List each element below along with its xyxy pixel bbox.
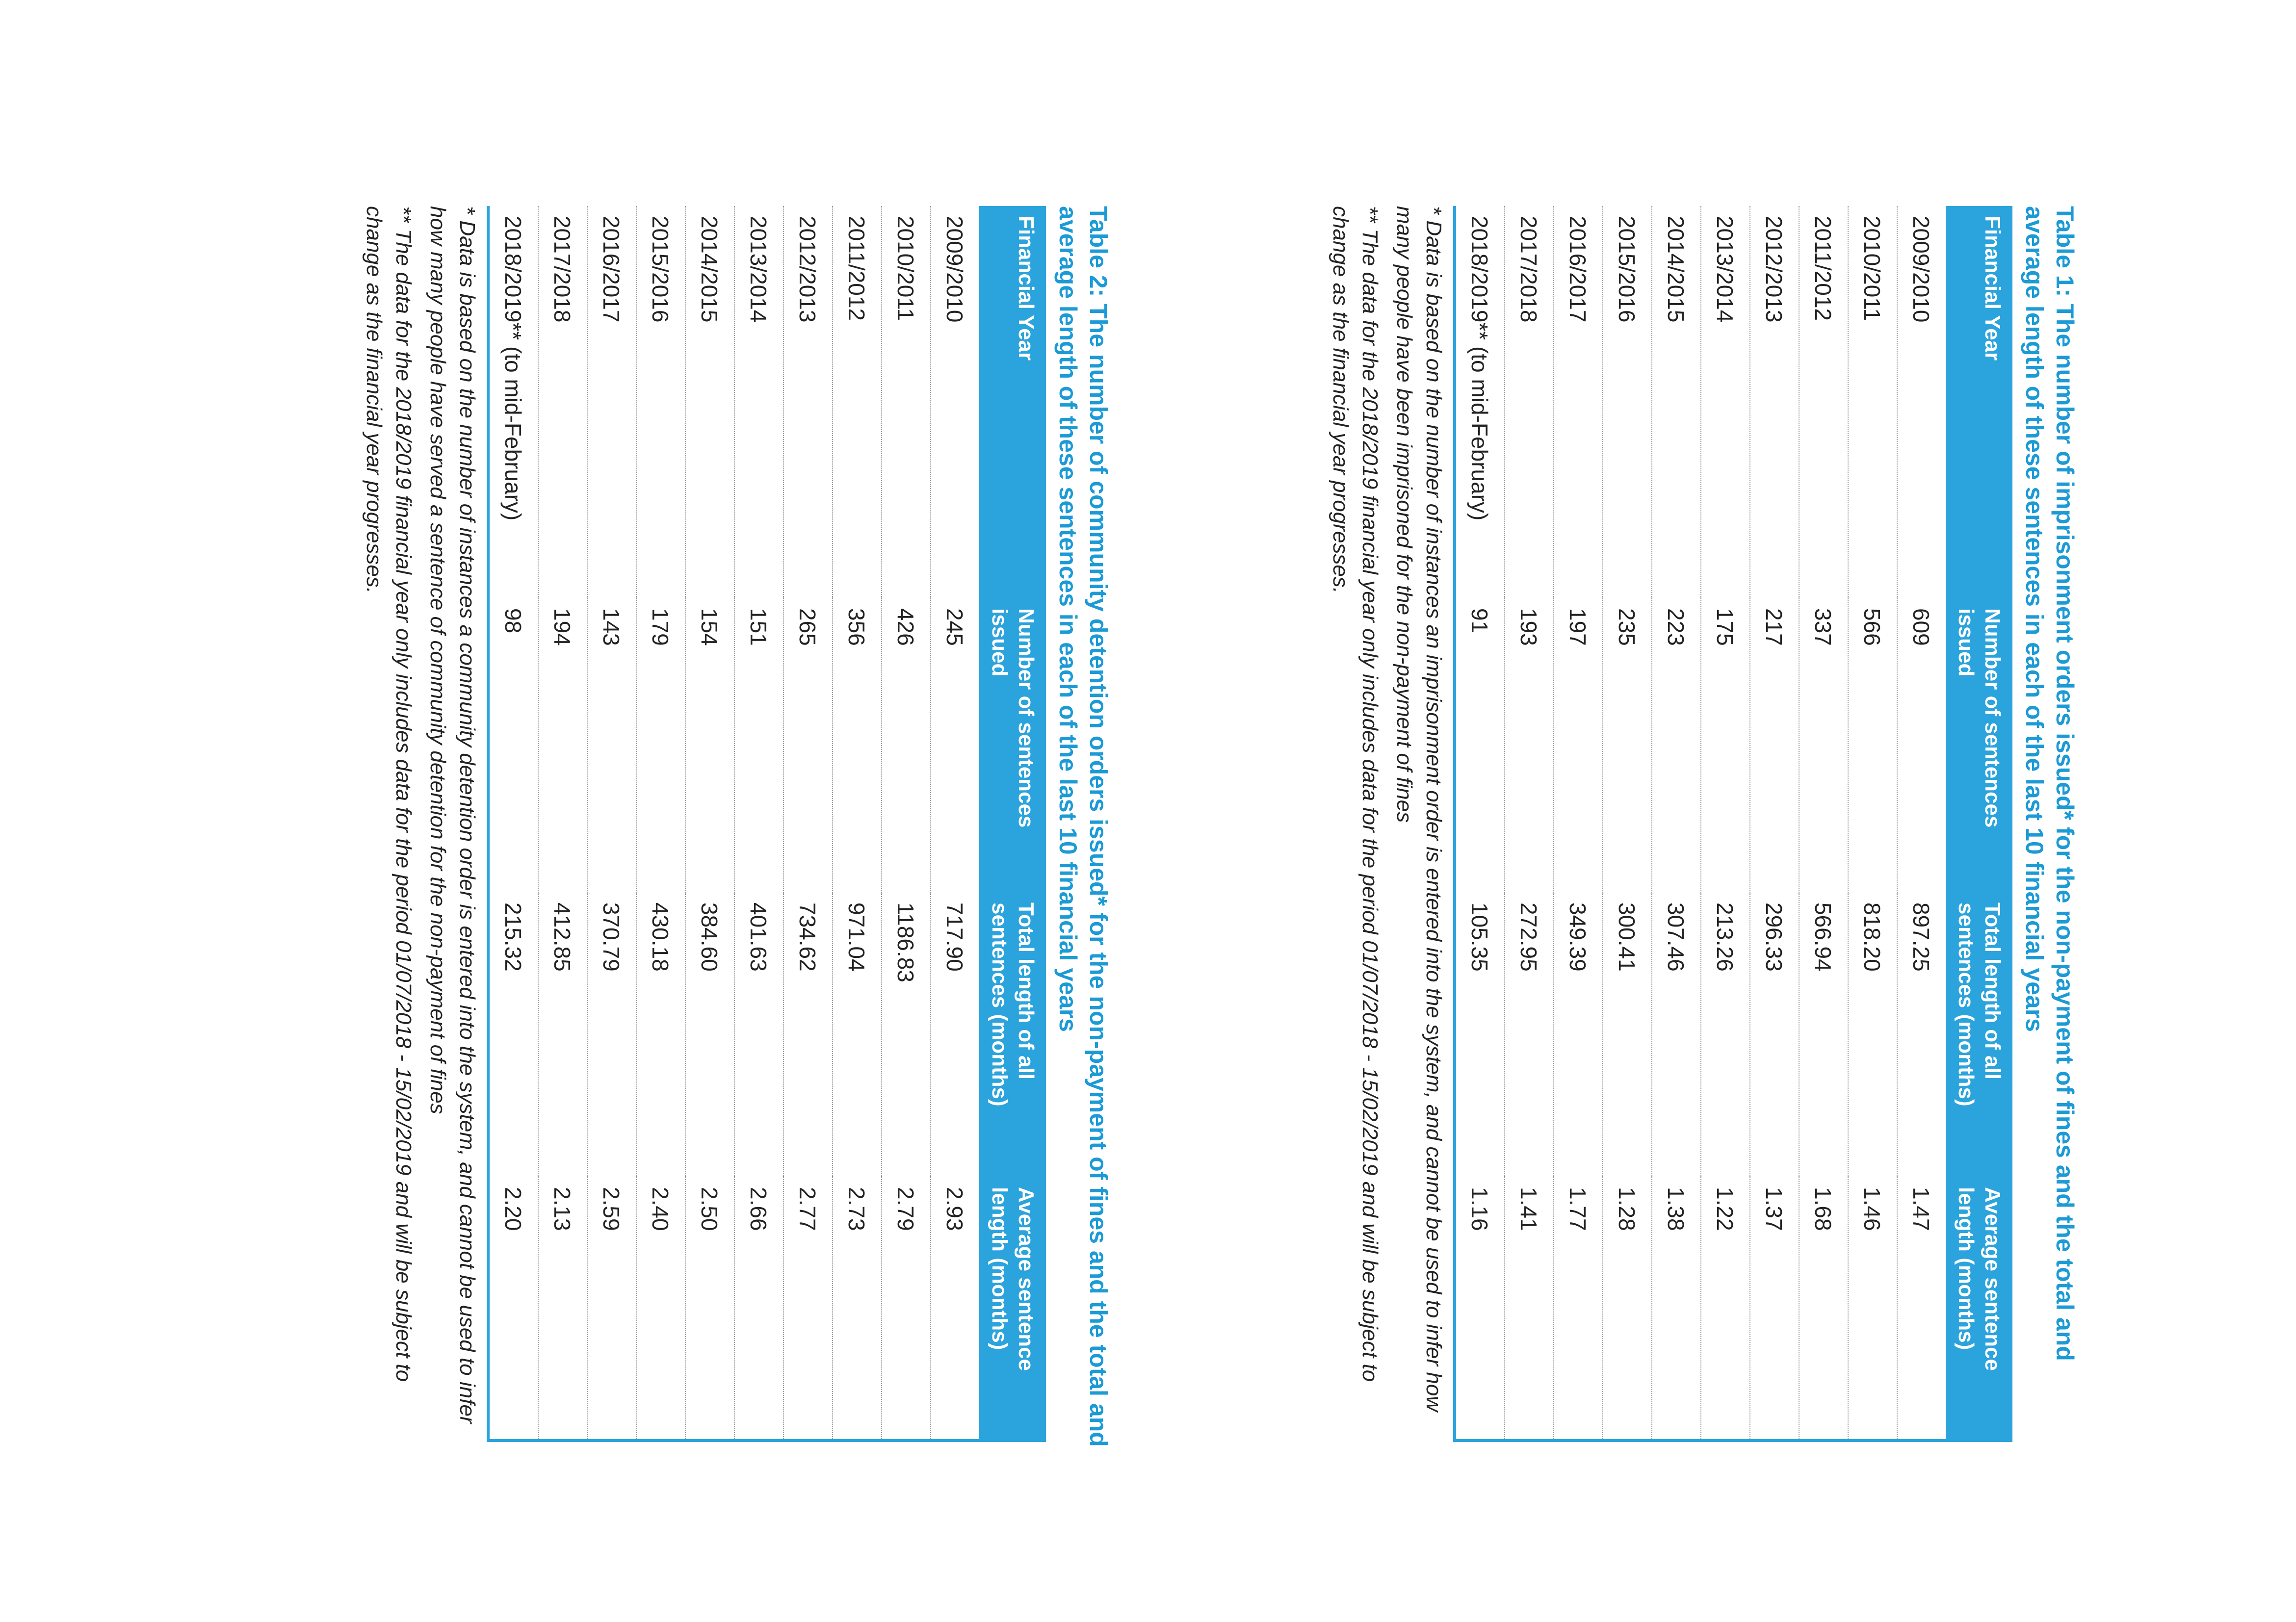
table-cell: 1.38 (1652, 1177, 1701, 1441)
table-cell: 401.63 (734, 893, 783, 1177)
table-cell: 2.66 (734, 1177, 783, 1441)
table-cell: 2015/2016 (636, 206, 685, 598)
table2-footnote-1: * Data is based on the number of instances a community detention order is entered into the system, and cannot be used to infer how many people have served a sentence of community detention for the non-payment of fines (426, 206, 479, 1424)
table-cell: 245 (942, 608, 967, 646)
column-header: Financial Year (979, 206, 1046, 598)
table-cell: 2009/2010 (1908, 216, 1934, 323)
table-row (1505, 206, 1554, 1441)
table2-section (359, 206, 1114, 1447)
table-cell: 265 (783, 598, 833, 893)
table-cell: 2012/2013 (783, 206, 833, 598)
table-cell: 2015/2016 (1603, 206, 1652, 598)
table-cell: 2018/2019** (to mid-February) (1455, 206, 1505, 598)
table1-footnote-1: * Data is based on the number of instances an imprisonment order is entered into the system, and cannot be used to infer how many people have been imprisoned for the non-payment of fines (1392, 206, 1446, 1412)
table-row (587, 206, 636, 1441)
table-cell: 2009/2010 (942, 216, 967, 323)
table-cell: 734.62 (783, 893, 833, 1177)
table-cell: 193 (1505, 598, 1554, 893)
column-header: Average sentence length (months) (979, 1177, 1046, 1441)
table-cell: 370.79 (587, 893, 636, 1177)
table-cell: 2.73 (833, 1177, 882, 1441)
table-cell: 197 (1554, 598, 1603, 893)
table-cell: 430.18 (636, 893, 685, 1177)
table-cell: 1186.83 (882, 893, 931, 1177)
table-cell: 1.46 (1848, 1177, 1897, 1441)
table2 (487, 206, 1046, 1442)
table1-footnote-2: ** The data for the 2018/2019 financial year only includes data for the period 01/07/2018 - 15/02/2019 and will be subject to change as the financial year progresses. (1329, 206, 1382, 1382)
table-cell: 2010/2011 (1848, 206, 1897, 598)
table-cell: 2011/2012 (1799, 206, 1848, 598)
column-header: Financial Year (1946, 206, 2012, 598)
table-cell: 1.41 (1505, 1177, 1554, 1441)
table-cell: 1.22 (1701, 1177, 1750, 1441)
table1-header-row (1946, 206, 2012, 1441)
table-cell: 1.28 (1603, 1177, 1652, 1441)
table-cell: 215.32 (488, 893, 538, 1177)
table-cell: 2016/2017 (587, 206, 636, 598)
table-row (1603, 206, 1652, 1441)
table-cell: 2.20 (488, 1177, 538, 1441)
table2-footnote-2: ** The data for the 2018/2019 financial year only includes data for the period 01/07/2018 - 15/02/2019 and will be subject to change as the financial year progresses. (362, 206, 416, 1382)
table-cell: 1.47 (1908, 1187, 1934, 1231)
table-cell: 154 (685, 598, 734, 893)
table-row (1848, 206, 1897, 1441)
table-cell: 213.26 (1701, 893, 1750, 1177)
column-header: Number of sentences issued (979, 598, 1046, 893)
table-cell: 2013/2014 (734, 206, 783, 598)
table-row (1750, 206, 1799, 1441)
table-cell: 143 (587, 598, 636, 893)
table-cell: 2014/2015 (1652, 206, 1701, 598)
table-cell: 2.50 (685, 1177, 734, 1441)
table-cell: 2012/2013 (1750, 206, 1799, 598)
column-header: Total length of all sentences (months) (1946, 893, 2012, 1177)
table-cell: 337 (1799, 598, 1848, 893)
column-header: Average sentence length (months) (1946, 1177, 2012, 1441)
table-cell: 105.35 (1455, 893, 1505, 1177)
table-cell: 300.41 (1603, 893, 1652, 1177)
table-row (1455, 206, 1505, 1441)
table-row (1701, 206, 1750, 1441)
table-row (488, 206, 538, 1441)
table-cell: 2017/2018 (1505, 206, 1554, 598)
table-cell: 179 (636, 598, 685, 893)
table-cell: 2018/2019** (to mid-February) (488, 206, 538, 598)
table-cell: 609 (1908, 608, 1934, 646)
table-cell: 1.37 (1750, 1177, 1799, 1441)
table-cell: 2016/2017 (1554, 206, 1603, 598)
table-cell: 971.04 (833, 893, 882, 1177)
table-cell: 307.46 (1652, 893, 1701, 1177)
table-cell: 2.13 (538, 1177, 587, 1441)
table1-title: Table 1: The number of imprisonment orders issued* for the non-payment of fines and the total and average length of these sentences in each of the last 10 financial years (2021, 206, 2079, 1361)
table-cell: 223 (1652, 598, 1701, 893)
table-cell: 717.90 (942, 902, 967, 972)
table-row (931, 206, 979, 1441)
table-cell: 2.93 (942, 1187, 967, 1231)
table-cell: 1.16 (1455, 1177, 1505, 1441)
table-row (1554, 206, 1603, 1441)
table-row (1897, 206, 1946, 1441)
table-cell: 2011/2012 (833, 206, 882, 598)
table-cell: 2014/2015 (685, 206, 734, 598)
table-row (1799, 206, 1848, 1441)
table-cell: 2017/2018 (538, 206, 587, 598)
table-cell: 235 (1603, 598, 1652, 893)
table-cell: 296.33 (1750, 893, 1799, 1177)
table-row (833, 206, 882, 1441)
table-cell: 151 (734, 598, 783, 893)
table-cell: 349.39 (1554, 893, 1603, 1177)
table2-header-row (979, 206, 1046, 1441)
table1 (1453, 206, 2012, 1442)
table2-title: Table 2: The number of community detention orders issued* for the non-payment of fines and the total and average length of these sentences in each of the last 10 financial years (1054, 206, 1112, 1447)
table-cell: 2.40 (636, 1177, 685, 1441)
table-cell: 2.77 (783, 1177, 833, 1441)
table-row (538, 206, 587, 1441)
table-cell: 91 (1455, 598, 1505, 893)
table-cell: 412.85 (538, 893, 587, 1177)
table-cell: 1.68 (1799, 1177, 1848, 1441)
table-cell: 175 (1701, 598, 1750, 893)
table-row (783, 206, 833, 1441)
table-cell: 2.79 (882, 1177, 931, 1441)
table-cell: 217 (1750, 598, 1799, 893)
table-cell: 566 (1848, 598, 1897, 893)
table-cell: 897.25 (1908, 902, 1934, 972)
table-row (1652, 206, 1701, 1441)
table-cell: 2013/2014 (1701, 206, 1750, 598)
table-row (685, 206, 734, 1441)
table-cell: 2010/2011 (882, 206, 931, 598)
column-header: Total length of all sentences (months) (979, 893, 1046, 1177)
table-cell: 426 (882, 598, 931, 893)
table1-section (1326, 206, 2080, 1447)
table-cell: 2.59 (587, 1177, 636, 1441)
table-row (636, 206, 685, 1441)
table-cell: 356 (833, 598, 882, 893)
table-row (734, 206, 783, 1441)
table-cell: 566.94 (1799, 893, 1848, 1177)
table-cell: 1.77 (1554, 1177, 1603, 1441)
table-cell: 98 (488, 598, 538, 893)
table-row (882, 206, 931, 1441)
table-cell: 272.95 (1505, 893, 1554, 1177)
table-cell: 384.60 (685, 893, 734, 1177)
table-cell: 818.20 (1848, 893, 1897, 1177)
table-cell: 194 (538, 598, 587, 893)
column-header: Number of sentences issued (1946, 598, 2012, 893)
